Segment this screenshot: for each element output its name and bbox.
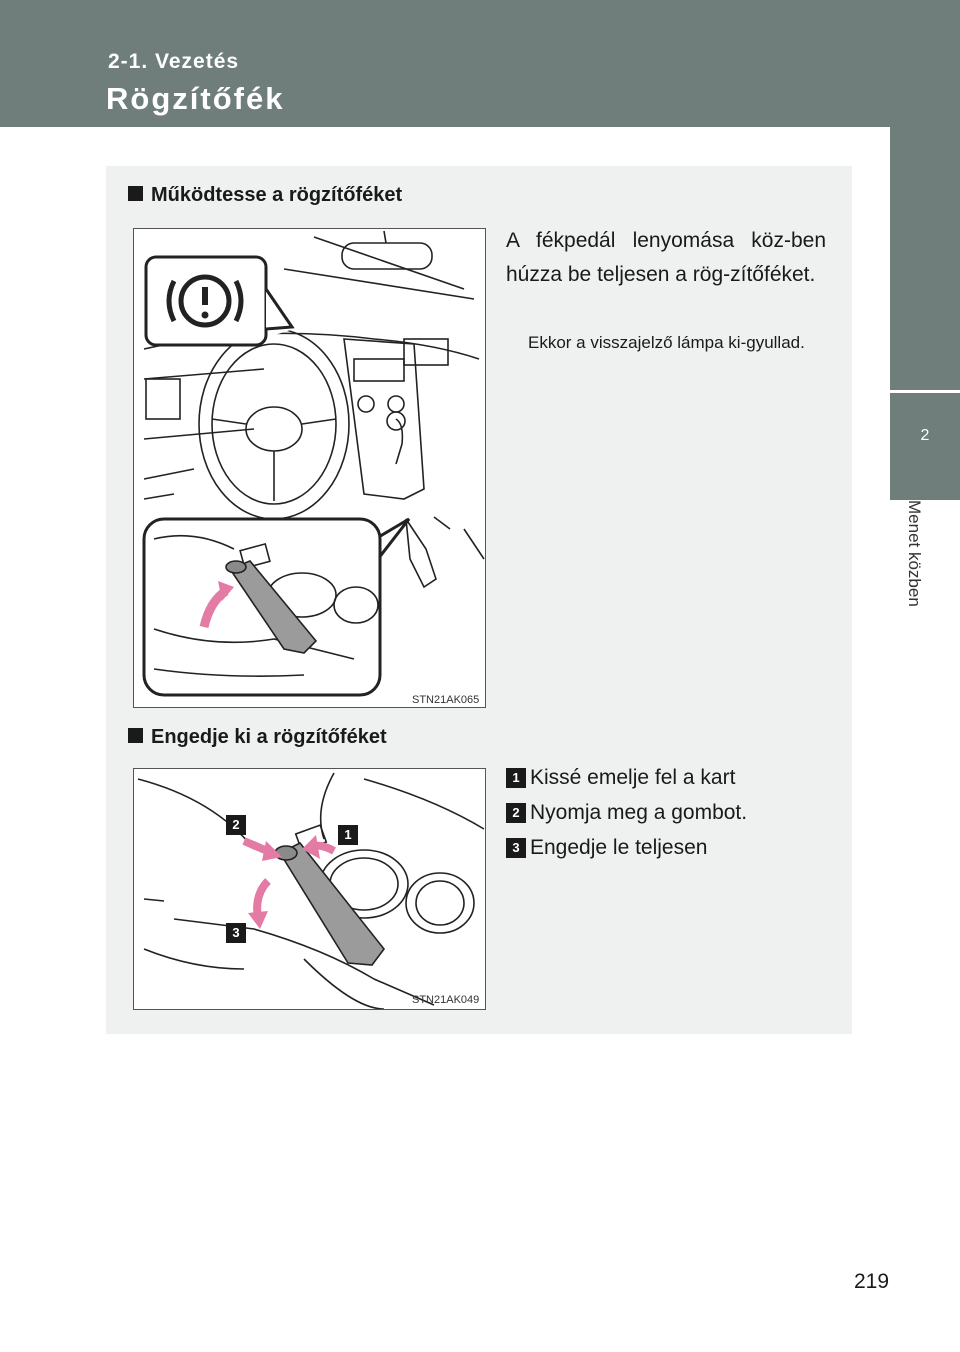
section2-heading-text: Engedje ki a rögzítőféket: [151, 726, 387, 748]
callout-2: 2: [226, 815, 250, 836]
chapter-number: 2: [920, 427, 930, 444]
chapter-label-text: Menet közben: [905, 500, 924, 607]
step-3: [506, 836, 707, 860]
page-header: [0, 0, 890, 127]
callout-3: 3: [226, 923, 250, 944]
step-2: [506, 801, 747, 825]
step-number-badge: 3: [506, 838, 526, 858]
parking-brake-release-illustration: [133, 768, 486, 1010]
section2-heading: [128, 726, 387, 749]
page-number: 219: [854, 1270, 890, 1293]
step-text: Nyomja meg a gombot.: [530, 801, 748, 824]
dashboard-drawing: [134, 229, 485, 707]
section-label: 2-1. Vezetés: [108, 50, 240, 73]
console-drawing: [134, 769, 485, 1009]
section1-heading-text: Működtesse a rögzítőféket: [151, 184, 403, 206]
chapter-tab[interactable]: [890, 390, 960, 500]
chapter-label: [904, 500, 944, 640]
page-title: Rögzítőfék: [106, 81, 285, 116]
step-1: [506, 766, 735, 790]
step-text: Kissé emelje fel a kart: [530, 766, 736, 789]
step-number-badge: 1: [506, 768, 526, 788]
image-code-1: STN21AK065: [412, 694, 480, 706]
image-code-2: STN21AK049: [412, 994, 480, 1006]
step-text: Engedje le teljesen: [530, 836, 708, 859]
handbrake-zoom-callout: [144, 519, 409, 695]
parking-brake-apply-illustration: [133, 228, 486, 708]
callout-1: 1: [338, 825, 362, 846]
step-number-badge: 2: [506, 803, 526, 823]
section1-text: A fékpedál lenyomása köz-ben húzza be teljesen a rög-zítőféket.: [506, 229, 826, 286]
brake-warning-lamp-callout: [146, 257, 294, 345]
section1-heading: [128, 184, 402, 207]
section1-note: Ekkor a visszajelző lámpa ki-gyullad.: [528, 333, 805, 352]
square-bullet-icon: [128, 186, 143, 201]
square-bullet-icon: [128, 728, 143, 743]
side-bar: [890, 0, 960, 390]
